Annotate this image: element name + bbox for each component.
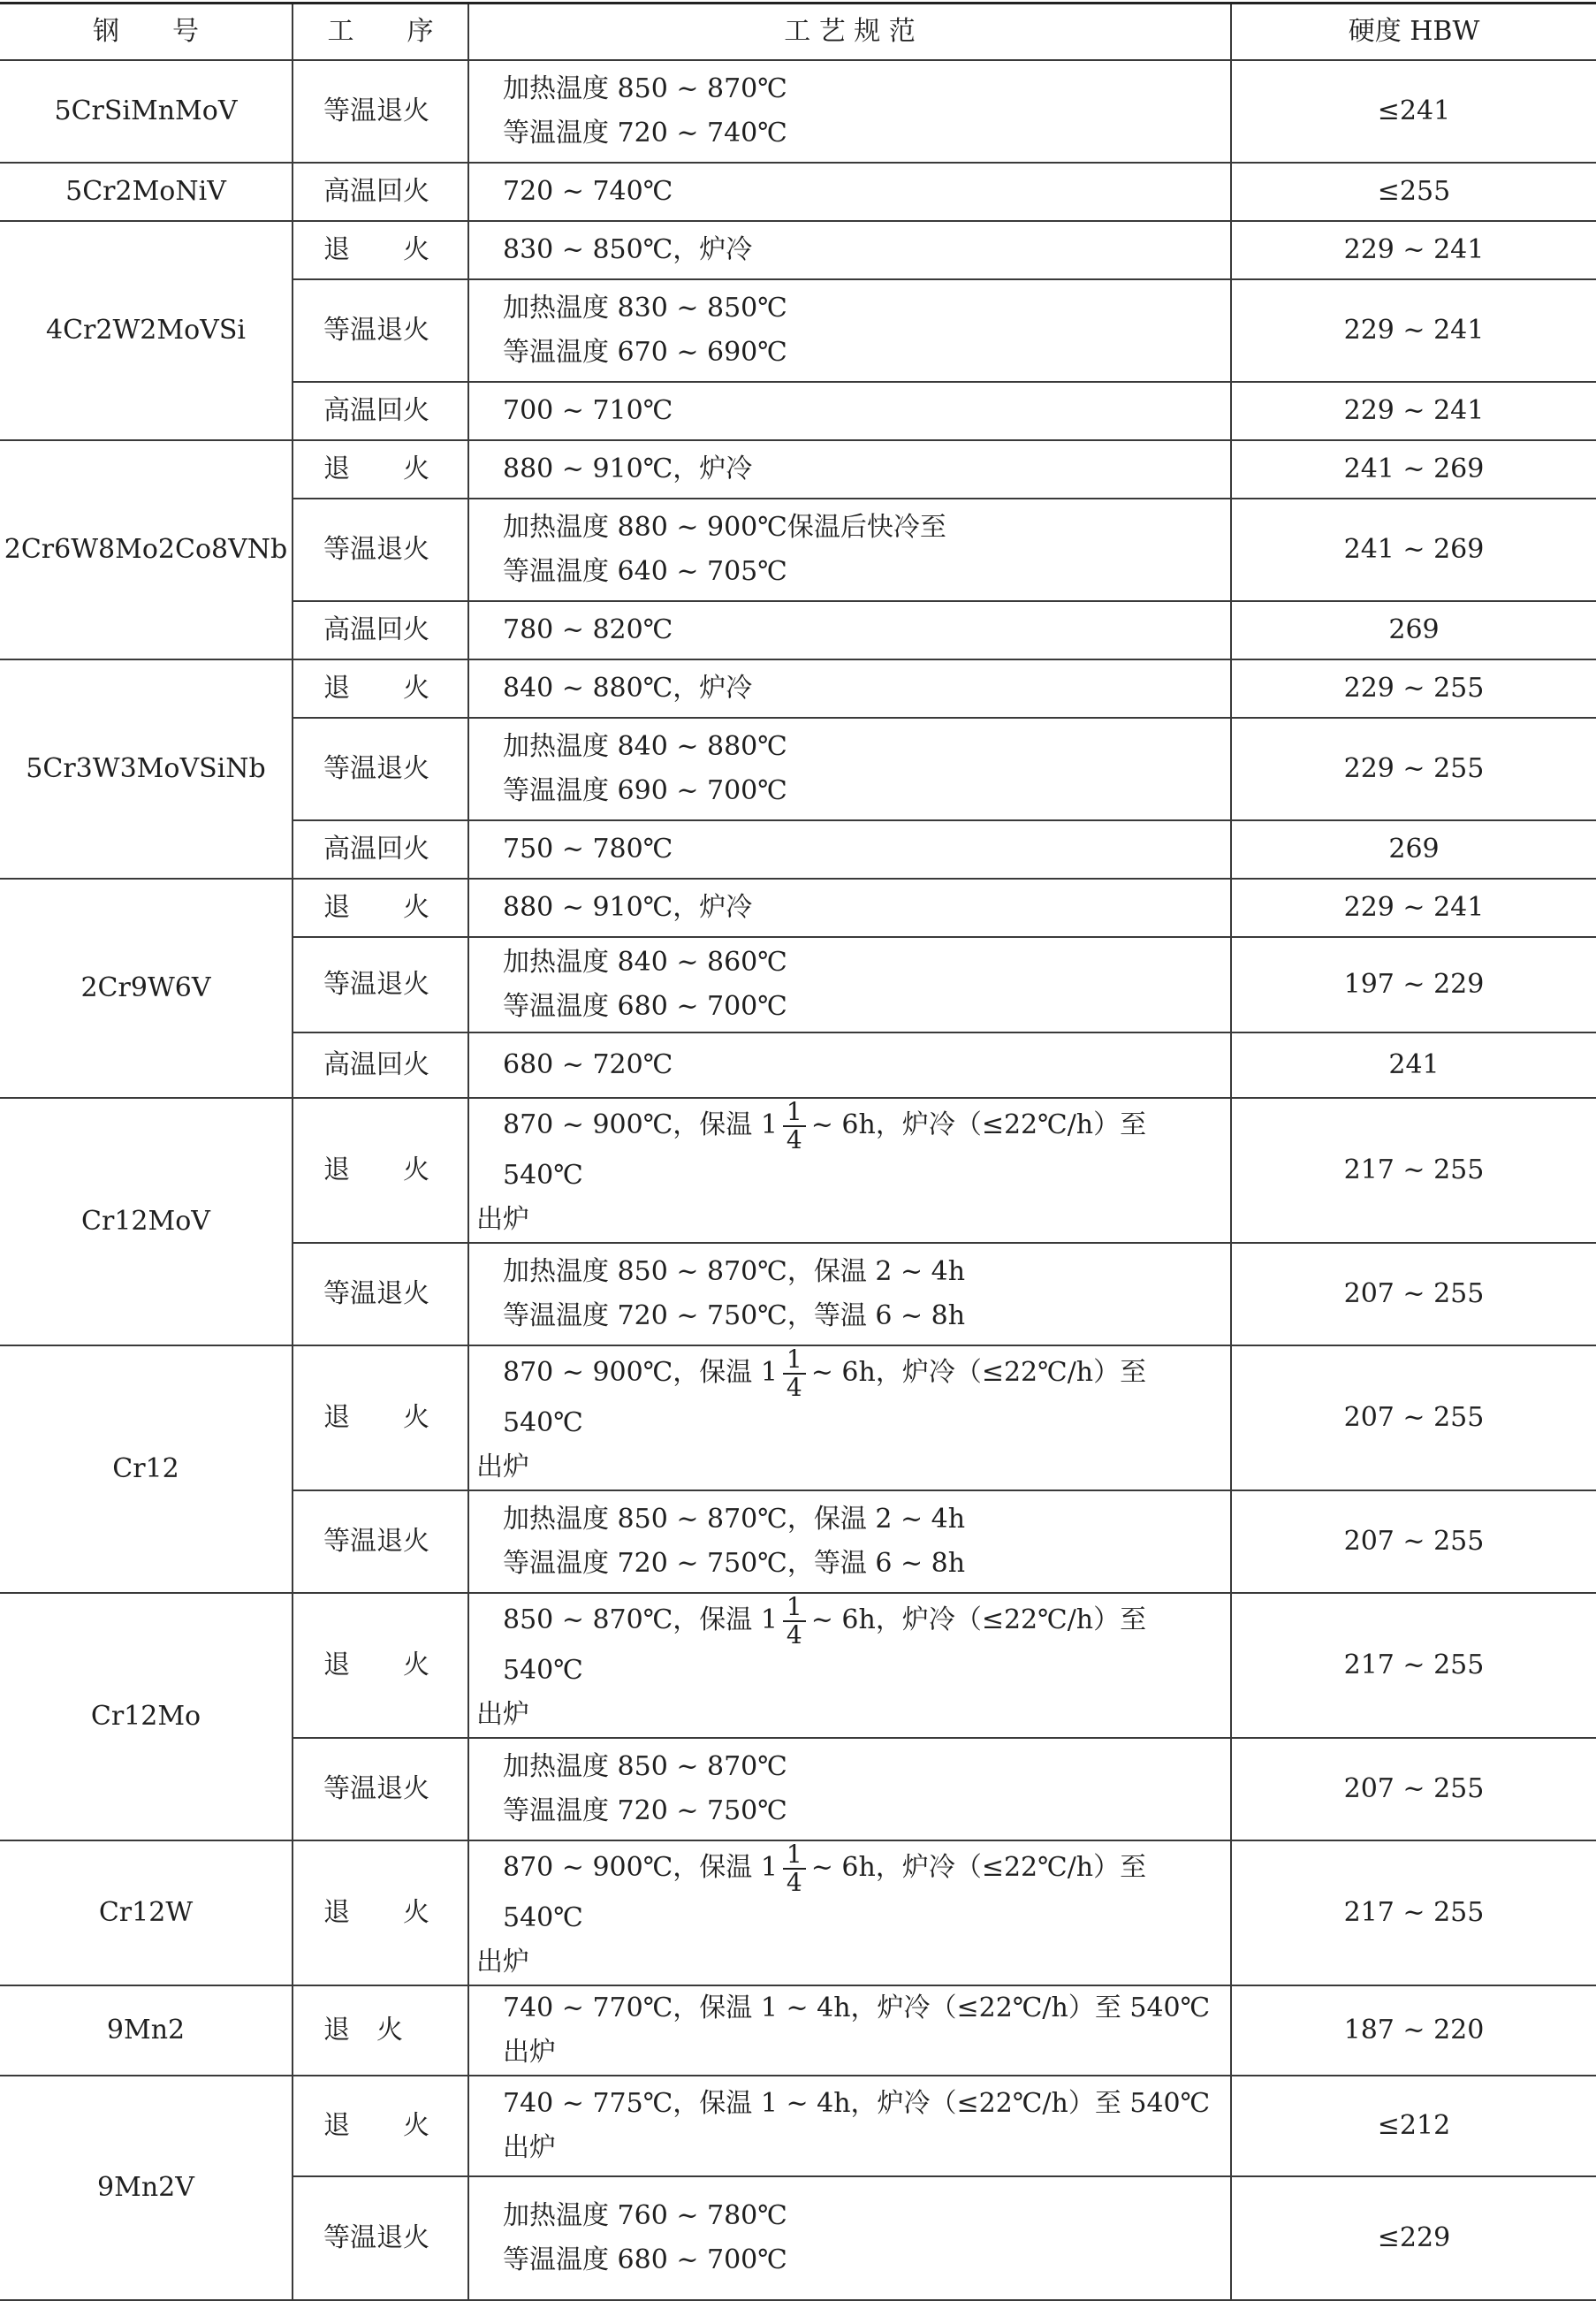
spec-text: 870 ~ 900℃，保温 1 — [503, 1357, 778, 1388]
process-cell: 退 火 — [293, 1593, 468, 1738]
process-cell: 高温回火 — [293, 1032, 468, 1098]
hardness-cell: ≤255 — [1231, 163, 1596, 221]
annealing-spec-table — [0, 2, 1596, 2301]
hardness-cell: 241 ~ 269 — [1231, 499, 1596, 601]
spec-text: 850 ~ 870℃，保温 1 — [503, 1604, 778, 1635]
spec-line: 等温温度 720 ~ 750℃，等温 6 ~ 8h — [503, 1548, 966, 1579]
spec-line: 加热温度 850 ~ 870℃ — [503, 1751, 787, 1782]
hardness-cell: 207 ~ 255 — [1231, 1490, 1596, 1593]
spec-line: 加热温度 840 ~ 880℃ — [503, 731, 787, 762]
process-cell: 等温退火 — [293, 2176, 468, 2300]
spec-cell — [468, 1840, 1231, 1985]
table-row — [0, 1593, 1596, 1738]
hardness-cell: 269 — [1231, 601, 1596, 659]
spec-cell — [468, 937, 1231, 1032]
spec-cell — [468, 221, 1231, 279]
spec-cell — [468, 1490, 1231, 1593]
hardness-cell: 187 ~ 220 — [1231, 1985, 1596, 2076]
spec-cell — [468, 1345, 1231, 1490]
spec-cell — [468, 601, 1231, 659]
spec-line: 加热温度 850 ~ 870℃ — [503, 73, 787, 104]
spec-text: ~ 6h，炉冷（≤22℃/h）至 540℃ — [503, 1357, 1147, 1438]
hardness-cell: 241 ~ 269 — [1231, 440, 1596, 499]
fraction-denominator: 4 — [786, 1373, 802, 1402]
process-cell: 高温回火 — [293, 820, 468, 879]
spec-line: 等温温度 640 ~ 705℃ — [503, 556, 787, 587]
hardness-cell: 229 ~ 255 — [1231, 659, 1596, 718]
spec-cell — [468, 60, 1231, 163]
table-row — [0, 163, 1596, 221]
table-row — [0, 60, 1596, 163]
hardness-cell: ≤229 — [1231, 2176, 1596, 2300]
spec-line: 830 ~ 850℃，炉冷 — [503, 234, 753, 265]
spec-line: 加热温度 880 ~ 900℃保温后快冷至 — [503, 512, 946, 543]
spec-line: 加热温度 850 ~ 870℃，保温 2 ~ 4h — [503, 1504, 966, 1535]
header-steel: 钢 号 — [0, 4, 293, 61]
spec-cell — [468, 1032, 1231, 1098]
process-cell: 高温回火 — [293, 601, 468, 659]
process-cell: 等温退火 — [293, 499, 468, 601]
spec-cell — [468, 2176, 1231, 2300]
fraction — [783, 1841, 806, 1896]
spec-cell — [468, 718, 1231, 820]
steel-grade-cell: 2Cr9W6V — [0, 879, 293, 1098]
steel-grade-cell: 4Cr2W2MoVSi — [0, 221, 293, 440]
spec-cell — [468, 879, 1231, 937]
process-cell: 等温退火 — [293, 1738, 468, 1840]
hardness-cell: 217 ~ 255 — [1231, 1593, 1596, 1738]
hardness-cell: 241 — [1231, 1032, 1596, 1098]
spec-cell — [468, 1243, 1231, 1345]
spec-line: 加热温度 840 ~ 860℃ — [503, 947, 787, 978]
steel-grade-cell: 5CrSiMnMoV — [0, 60, 293, 163]
fraction — [783, 1346, 806, 1401]
spec-line: 等温温度 720 ~ 750℃ — [503, 1795, 787, 1826]
hardness-cell: 229 ~ 255 — [1231, 718, 1596, 820]
process-cell: 等温退火 — [293, 1490, 468, 1593]
hardness-cell: 197 ~ 229 — [1231, 937, 1596, 1032]
spec-cell — [468, 2076, 1231, 2176]
spec-text: 出炉 — [476, 1699, 529, 1730]
spec-text: 出炉 — [476, 1451, 529, 1482]
spec-line: 740 ~ 775℃，保温 1 ~ 4h，炉冷（≤22℃/h）至 540℃出炉 — [503, 2088, 1211, 2163]
table-row — [0, 2076, 1596, 2176]
fraction-denominator: 4 — [786, 1868, 802, 1897]
spec-line: 等温温度 670 ~ 690℃ — [503, 337, 787, 368]
spec-text: 870 ~ 900℃，保温 1 — [503, 1109, 778, 1140]
spec-line: 等温温度 680 ~ 700℃ — [503, 991, 787, 1022]
table-row — [0, 440, 1596, 499]
hardness-cell: 207 ~ 255 — [1231, 1738, 1596, 1840]
process-cell: 退 火 — [293, 2076, 468, 2176]
hardness-cell: 207 ~ 255 — [1231, 1345, 1596, 1490]
process-cell: 退 火 — [293, 1345, 468, 1490]
spec-line: 等温温度 680 ~ 700℃ — [503, 2244, 787, 2275]
spec-line: 840 ~ 880℃，炉冷 — [503, 673, 753, 704]
spec-line: 加热温度 830 ~ 850℃ — [503, 293, 787, 324]
fraction-numerator: 1 — [783, 1099, 806, 1127]
table-row — [0, 1345, 1596, 1490]
steel-grade-cell: 9Mn2 — [0, 1985, 293, 2076]
spec-line: 加热温度 760 ~ 780℃ — [503, 2200, 787, 2231]
steel-grade-cell: Cr12Mo — [0, 1593, 293, 1840]
table-row — [0, 1985, 1596, 2076]
table-row — [0, 221, 1596, 279]
fraction — [783, 1594, 806, 1649]
spec-text: ~ 6h，炉冷（≤22℃/h）至 540℃ — [503, 1109, 1147, 1191]
header-process: 工 序 — [293, 4, 468, 61]
spec-cell — [468, 1098, 1231, 1243]
process-cell: 退 火 — [293, 440, 468, 499]
spec-line: 720 ~ 740℃ — [503, 176, 673, 207]
hardness-cell: ≤212 — [1231, 2076, 1596, 2176]
spec-line: 700 ~ 710℃ — [503, 395, 673, 426]
fraction-numerator: 1 — [783, 1346, 806, 1375]
spec-cell — [468, 499, 1231, 601]
steel-grade-cell: 5Cr3W3MoVSiNb — [0, 659, 293, 879]
spec-line: 880 ~ 910℃，炉冷 — [503, 892, 753, 923]
table-row — [0, 879, 1596, 937]
process-cell: 高温回火 — [293, 382, 468, 440]
spec-cell — [468, 659, 1231, 718]
table-row — [0, 1840, 1596, 1985]
spec-line: 740 ~ 770℃，保温 1 ~ 4h，炉冷（≤22℃/h）至 540℃出炉 — [503, 1992, 1211, 2068]
steel-grade-cell: 5Cr2MoNiV — [0, 163, 293, 221]
spec-line: 780 ~ 820℃ — [503, 614, 673, 645]
process-cell: 等温退火 — [293, 1243, 468, 1345]
process-cell: 高温回火 — [293, 163, 468, 221]
process-cell: 退 火 — [293, 1840, 468, 1985]
table-row — [0, 659, 1596, 718]
steel-grade-cell: 2Cr6W8Mo2Co8VNb — [0, 440, 293, 659]
fraction-denominator: 4 — [786, 1125, 802, 1154]
process-cell: 退 火 — [293, 1985, 468, 2076]
fraction-numerator: 1 — [783, 1841, 806, 1870]
fraction-numerator: 1 — [783, 1594, 806, 1622]
fraction-denominator: 4 — [786, 1620, 802, 1650]
spec-cell — [468, 279, 1231, 382]
process-cell: 等温退火 — [293, 279, 468, 382]
process-cell: 退 火 — [293, 221, 468, 279]
process-cell: 等温退火 — [293, 937, 468, 1032]
spec-text: ~ 6h，炉冷（≤22℃/h）至 540℃ — [503, 1604, 1147, 1686]
process-cell: 退 火 — [293, 659, 468, 718]
header-row — [0, 4, 1596, 61]
process-cell: 退 火 — [293, 879, 468, 937]
fraction — [783, 1099, 806, 1154]
header-spec: 工 艺 规 范 — [468, 4, 1231, 61]
spec-text: 出炉 — [476, 1204, 529, 1235]
hardness-cell: 207 ~ 255 — [1231, 1243, 1596, 1345]
hardness-cell: ≤241 — [1231, 60, 1596, 163]
spec-line: 880 ~ 910℃，炉冷 — [503, 453, 753, 484]
header-hardness: 硬度 HBW — [1231, 4, 1596, 61]
spec-line: 750 ~ 780℃ — [503, 834, 673, 865]
table-body — [0, 60, 1596, 2300]
steel-grade-cell: Cr12MoV — [0, 1098, 293, 1345]
steel-grade-cell: 9Mn2V — [0, 2076, 293, 2300]
spec-cell — [468, 820, 1231, 879]
process-cell: 等温退火 — [293, 718, 468, 820]
table-row — [0, 1098, 1596, 1243]
hardness-cell: 229 ~ 241 — [1231, 382, 1596, 440]
hardness-cell: 269 — [1231, 820, 1596, 879]
spec-text: 出炉 — [476, 1947, 529, 1977]
spec-line: 680 ~ 720℃ — [503, 1049, 673, 1080]
spec-line: 加热温度 850 ~ 870℃，保温 2 ~ 4h — [503, 1256, 966, 1287]
hardness-cell: 217 ~ 255 — [1231, 1098, 1596, 1243]
steel-grade-cell: Cr12W — [0, 1840, 293, 1985]
spec-cell — [468, 382, 1231, 440]
spec-cell — [468, 1738, 1231, 1840]
spec-line: 等温温度 690 ~ 700℃ — [503, 775, 787, 806]
process-cell: 等温退火 — [293, 60, 468, 163]
hardness-cell: 229 ~ 241 — [1231, 221, 1596, 279]
hardness-cell: 229 ~ 241 — [1231, 279, 1596, 382]
spec-line: 等温温度 720 ~ 750℃，等温 6 ~ 8h — [503, 1300, 966, 1331]
hardness-cell: 229 ~ 241 — [1231, 879, 1596, 937]
spec-cell — [468, 163, 1231, 221]
spec-line: 等温温度 720 ~ 740℃ — [503, 118, 787, 149]
steel-grade-cell: Cr12 — [0, 1345, 293, 1593]
spec-cell — [468, 1985, 1231, 2076]
spec-cell — [468, 1593, 1231, 1738]
spec-text: ~ 6h，炉冷（≤22℃/h）至 540℃ — [503, 1852, 1147, 1933]
spec-text: 870 ~ 900℃，保温 1 — [503, 1852, 778, 1883]
spec-cell — [468, 440, 1231, 499]
process-cell: 退 火 — [293, 1098, 468, 1243]
hardness-cell: 217 ~ 255 — [1231, 1840, 1596, 1985]
